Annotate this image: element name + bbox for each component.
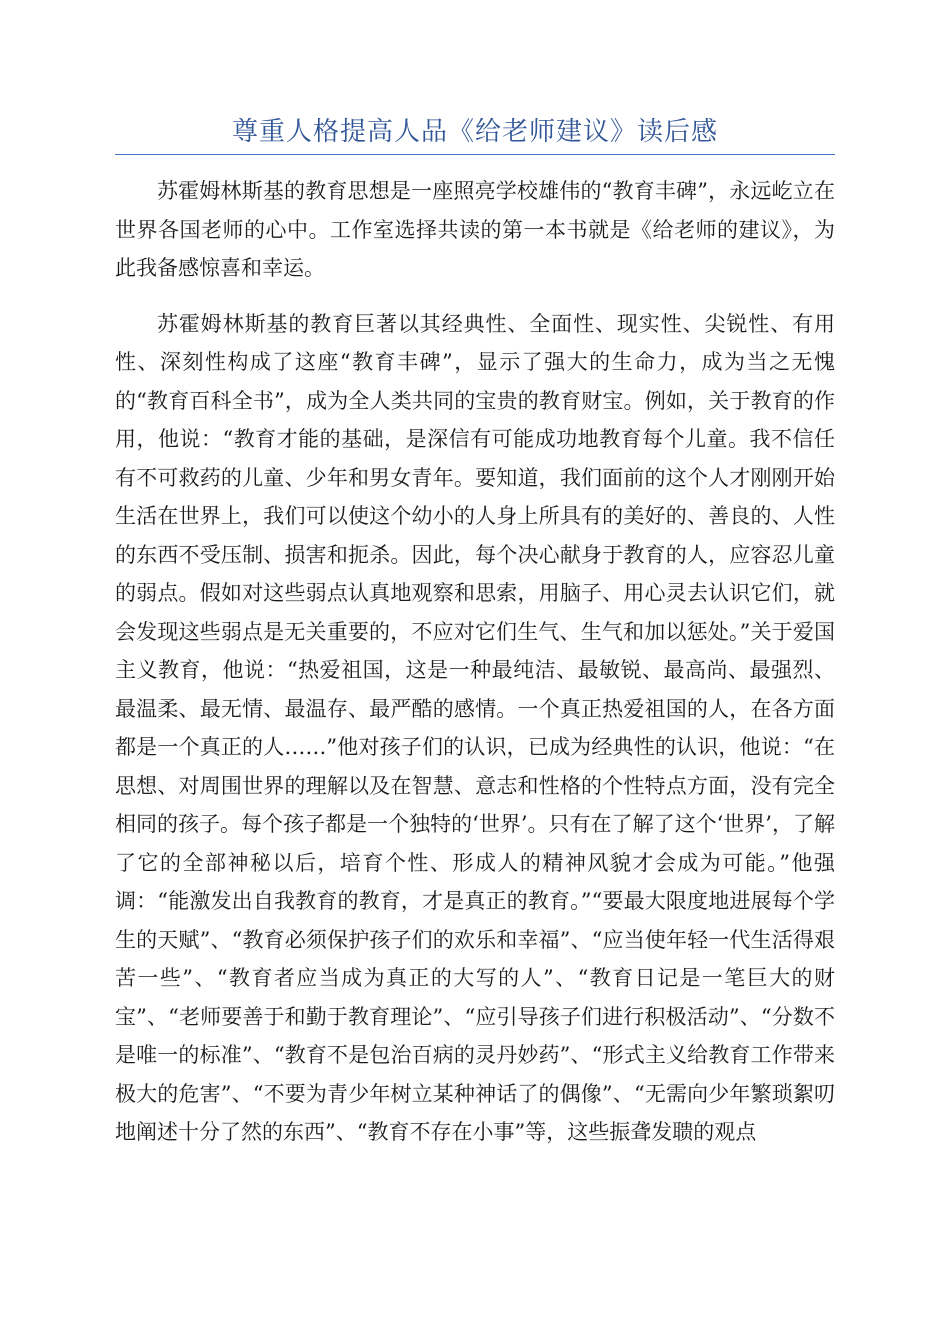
document-body — [115, 172, 835, 1152]
paragraph-intro: 苏霍姆林斯基的教育思想是一座照亮学校雄伟的“教育丰碑”，永远屹立在世界各国老师的心中。工作室选择共读的第一本书就是《给老师的建议》，为此我备感惊喜和幸运。 — [115, 179, 835, 280]
paragraph-main: 苏霍姆林斯基的教育巨著以其经典性、全面性、现实性、尖锐性、有用性、深刻性构成了这座“教育丰碑”，显示了强大的生命力，成为当之无愧的“教育百科全书”，成为全人类共同的宝贵的教育财宝。例如，关于教育的作用，他说：“教育才能的基础，是深信有可能成功地教育每个儿童。我不信任有不可救药的儿童、少年和男女青年。要知道，我们面前的这个人才刚刚开始生活在世界上，我们可以使这个幼小的人身上所具有的美好的、善良的、人性的东西不受压制、损害和扼杀。因此，每个决心献身于教育的人，应容忍儿童的弱点。假如对这些弱点认真地观察和思索，用脑子、用心灵去认识它们，就会发现这些弱点是无关重要的，不应对它们生气、生气和加以惩处。”关于爱国主义教育，他说：“热爱祖国，这是一种最纯洁、最敏锐、最高尚、最强烈、最温柔、最无情、最温存、最严酷的感情。一个真正热爱祖国的人，在各方面都是一个真正的人……”他对孩子们的认识，已成为经典性的认识，他说：“在思想、对周围世界的理解以及在智慧、意志和性格的个性特点方面，没有完全相同的孩子。每个孩子都是一个独特的‘世界’。只有在了解了这个‘世界’，了解了它的全部神秘以后，培育个性、形成人的精神风貌才会成为可能。”他强调：“能激发出自我教育的教育，才是真正的教育。”“要最大限度地进展每个学生的天赋”、“教育必须保护孩子们的欢乐和幸福”、“应当使年轻一代生活得艰苦一些”、“教育者应当成为真正的大写的人”、“教育日记是一笔巨大的财宝”、“老师要善于和勤于教育理论”、“应引导孩子们进行积极活动”、“分数不是唯一的标准”、“教育不是包治百病的灵丹妙药”、“形式主义给教育工作带来极大的危害”、“不要为青少年树立某种神话了的偶像”、“无需向少年繁琐絮叨地阐述十分了然的东西”、“教育不存在小事”等，这些振聋发聩的观点 — [115, 311, 835, 1144]
title-underline — [115, 154, 835, 155]
document-title: 尊重人格提高人品《给老师建议》读后感 — [231, 117, 718, 147]
